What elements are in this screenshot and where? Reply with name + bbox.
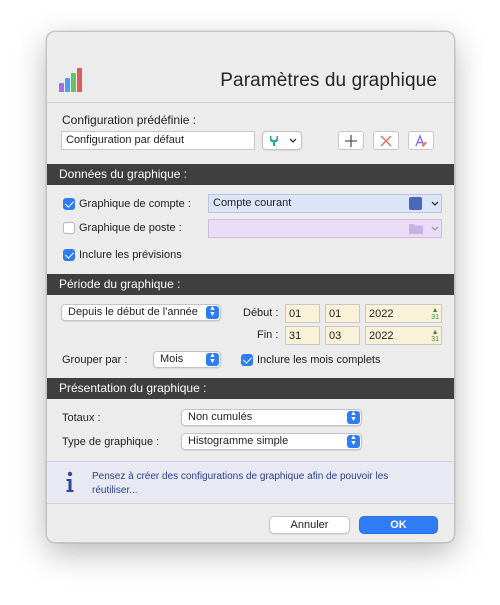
start-year-value: 2022: [369, 308, 394, 320]
end-year-value: 2022: [369, 330, 394, 342]
chevron-down-icon: [289, 138, 297, 144]
rename-preset-button[interactable]: [408, 131, 434, 150]
full-months-checkbox[interactable]: [241, 354, 253, 366]
totals-label: Totaux :: [62, 412, 101, 424]
chart-type-value: Histogramme simple: [188, 435, 289, 447]
category-graph-label: Graphique de poste :: [79, 222, 182, 234]
header-divider: [47, 102, 454, 103]
chevron-down-icon: [431, 226, 439, 232]
account-selector[interactable]: [208, 194, 442, 213]
rename-icon: [414, 134, 428, 148]
updown-icon: ▲ ▼: [347, 435, 360, 448]
folder-icon: [409, 223, 423, 234]
section-header-presentation: Présentation du graphique :: [47, 378, 454, 399]
start-month-field[interactable]: 01: [325, 304, 360, 323]
group-by-popup[interactable]: [153, 351, 221, 368]
calendar-icon[interactable]: ▲ 31: [431, 329, 439, 343]
period-range-value: Depuis le début de l'année: [68, 306, 198, 318]
chart-app-icon: [59, 68, 85, 92]
totals-popup[interactable]: [181, 409, 362, 426]
account-graph-checkbox[interactable]: [63, 198, 75, 210]
chevron-down-icon: [431, 201, 439, 207]
preset-label: Configuration prédéfinie :: [62, 113, 197, 127]
info-panel: [47, 461, 454, 504]
period-range-popup[interactable]: [61, 304, 221, 321]
chart-type-popup[interactable]: [181, 433, 362, 450]
chart-settings-window: [46, 31, 455, 543]
preset-name-field[interactable]: Configuration par défaut: [61, 131, 255, 150]
info-icon: [65, 471, 75, 493]
end-year-field[interactable]: [365, 326, 442, 345]
wrench-icon: [268, 135, 280, 147]
start-day-field[interactable]: 01: [285, 304, 320, 323]
account-graph-label: Graphique de compte :: [79, 198, 191, 210]
end-date-label: Fin :: [257, 329, 279, 341]
account-color-swatch: [409, 197, 422, 210]
delete-preset-button[interactable]: [373, 131, 399, 150]
totals-value: Non cumulés: [188, 411, 253, 423]
calendar-icon[interactable]: ▲ 31: [431, 307, 439, 321]
ok-button[interactable]: OK: [359, 516, 438, 534]
section-header-period: Période du graphique :: [47, 274, 454, 295]
updown-icon: ▲ ▼: [206, 353, 219, 366]
category-selector[interactable]: [208, 219, 442, 238]
include-forecasts-checkbox[interactable]: [63, 249, 75, 261]
info-text: Pensez à créer des configurations de graphique afin de pouvoir les réutiliser...: [92, 471, 389, 496]
add-preset-button[interactable]: [338, 131, 364, 150]
preset-menu-button[interactable]: [262, 131, 302, 150]
full-months-label: Inclure les mois complets: [257, 354, 381, 366]
updown-icon: ▲ ▼: [206, 306, 219, 319]
chart-type-label: Type de graphique :: [62, 436, 160, 448]
start-date-label: Début :: [243, 307, 279, 319]
updown-icon: ▲ ▼: [347, 411, 360, 424]
category-graph-checkbox[interactable]: [63, 222, 75, 234]
section-header-data: Données du graphique :: [47, 164, 454, 185]
include-forecasts-label: Inclure les prévisions: [79, 249, 182, 261]
end-month-field[interactable]: 03: [325, 326, 360, 345]
window-title: Paramètres du graphique: [220, 70, 437, 91]
end-day-field[interactable]: 31: [285, 326, 320, 345]
start-year-field[interactable]: [365, 304, 442, 323]
cancel-button[interactable]: Annuler: [269, 516, 350, 534]
group-by-value: Mois: [160, 353, 184, 365]
group-by-label: Grouper par :: [62, 354, 128, 366]
account-selector-value: Compte courant: [213, 197, 292, 209]
delete-icon: [379, 134, 393, 148]
add-icon: [344, 134, 358, 148]
